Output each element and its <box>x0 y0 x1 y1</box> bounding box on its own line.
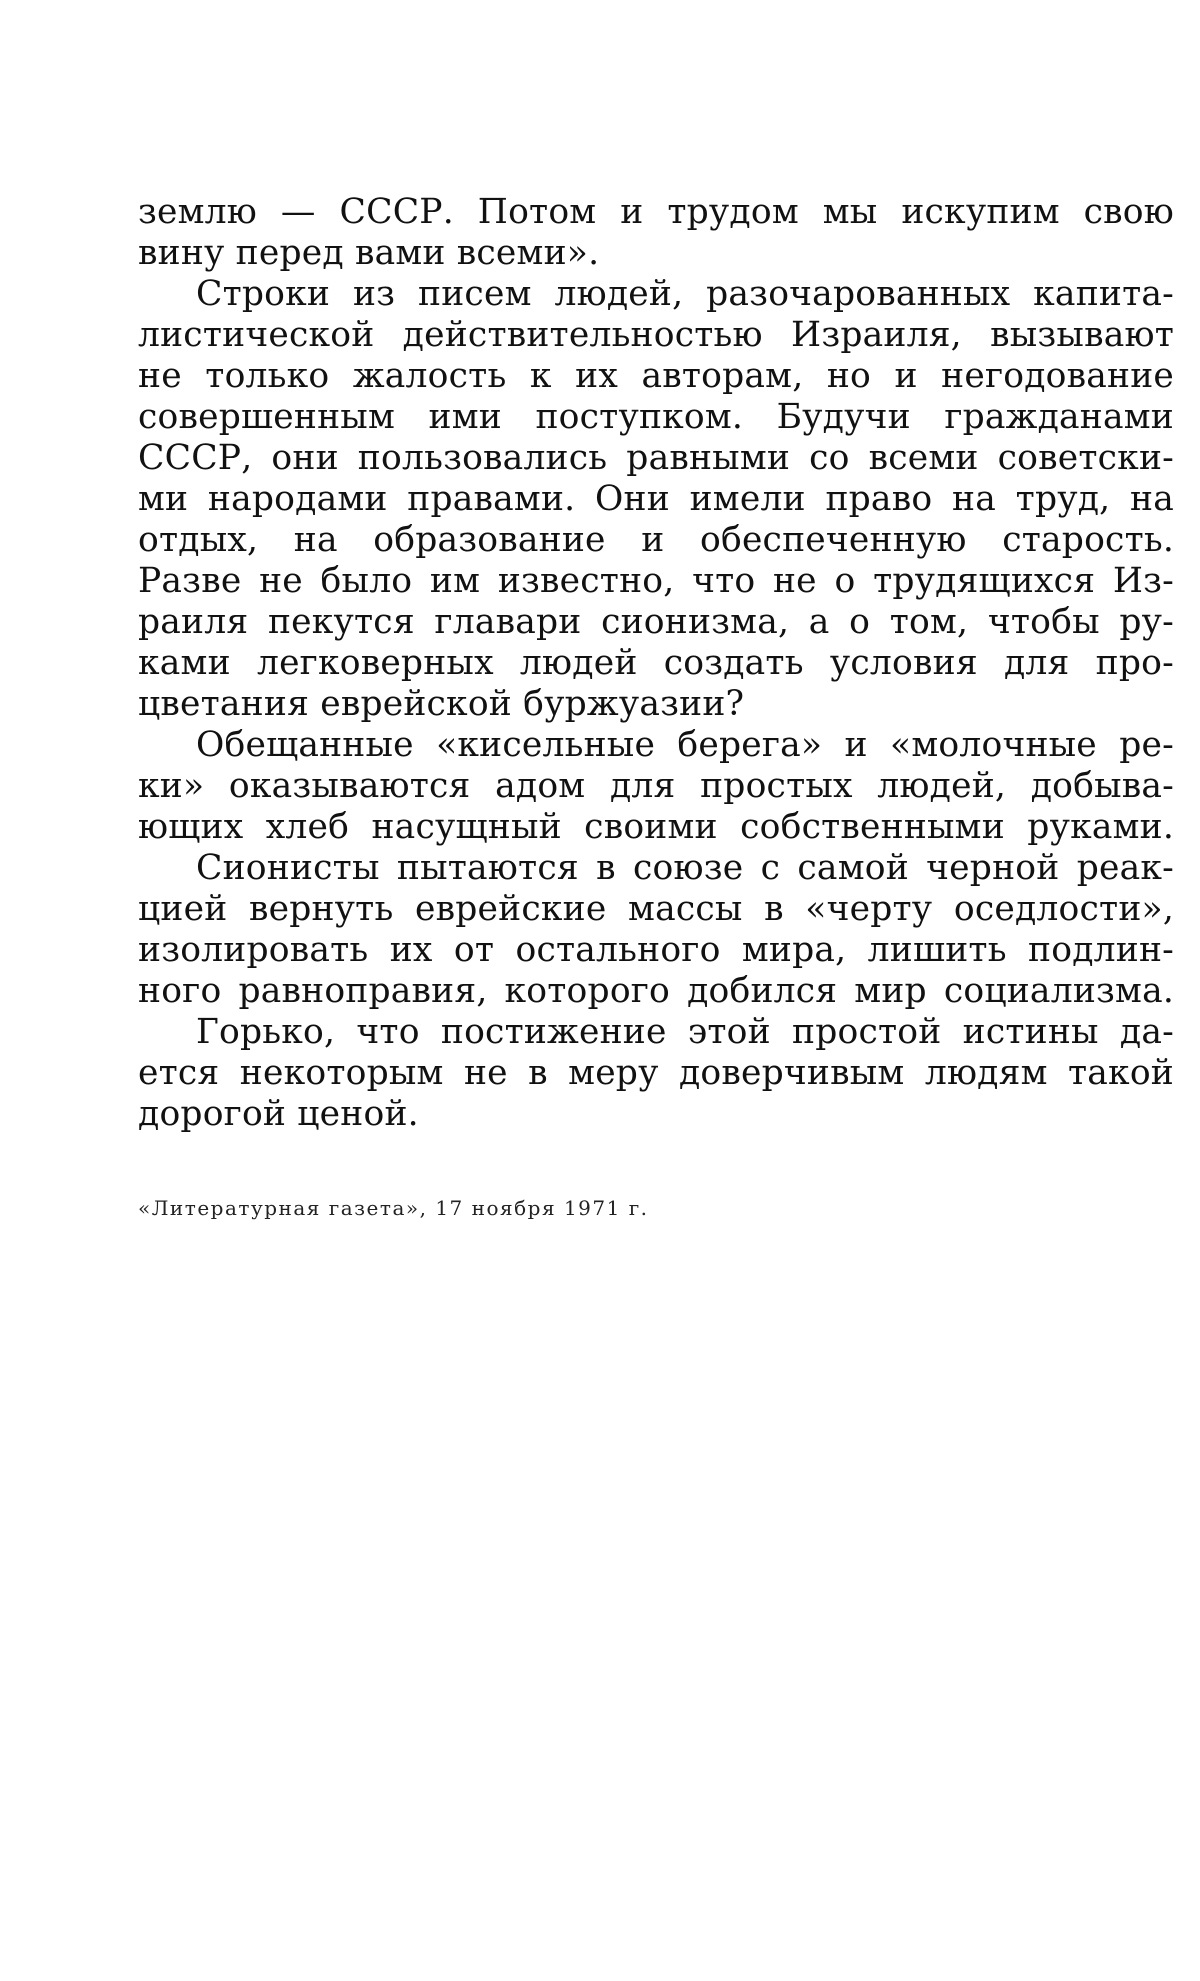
text-line: ется некоторым не в меру доверчивым людям такой <box>138 1053 1174 1093</box>
text-line: не только жалость к их авторам, но и негодование <box>138 356 1174 396</box>
text-line: ми народами правами. Они имели право на труд, на <box>138 479 1174 519</box>
text-line: ного равноправия, которого добился мир социализма. <box>138 971 1174 1011</box>
text-line: Горько, что постижение этой простой истины да- <box>196 1012 1174 1052</box>
text-line: ками легковерных людей создать условия для про- <box>138 643 1174 683</box>
text-line: отдых, на образование и обеспеченную старость. <box>138 520 1174 560</box>
text-line: Строки из писем людей, разочарованных капита- <box>196 274 1174 314</box>
text-line: изолировать их от остального мира, лишить подлин- <box>138 930 1174 970</box>
text-line: Сионисты пытаются в союзе с самой черной реак- <box>196 848 1174 888</box>
text-line: землю — СССР. Потом и трудом мы искупим свою <box>138 192 1174 232</box>
paragraph-4 <box>138 848 1174 1012</box>
text-line: Обещанные «кисельные берега» и «молочные ре- <box>196 725 1174 765</box>
text-line: СССР, они пользовались равными со всеми советски- <box>138 438 1174 478</box>
article-body <box>138 192 1174 1135</box>
text-line: листической действительностью Израиля, вызывают <box>138 315 1174 355</box>
text-line: цией вернуть еврейские массы в «черту оседлости», <box>138 889 1174 929</box>
paragraph-3 <box>138 725 1174 848</box>
text-line: дорогой ценой. <box>138 1094 419 1134</box>
text-line: вину перед вами всеми». <box>138 233 600 273</box>
paragraph-5 <box>138 1012 1174 1135</box>
text-line: ки» оказываются адом для простых людей, добыва- <box>138 766 1174 806</box>
text-line: совершенным ими поступком. Будучи гражданами <box>138 397 1174 437</box>
paragraph-2 <box>138 274 1174 725</box>
paragraph-1 <box>138 192 1174 274</box>
source-citation: «Литературная газета», 17 ноября 1971 г. <box>138 1196 649 1220</box>
text-line: ющих хлеб насущный своими собственными руками. <box>138 807 1174 847</box>
text-line: цветания еврейской буржуазии? <box>138 684 745 724</box>
text-line: Разве не было им известно, что не о трудящихся Из- <box>138 561 1174 601</box>
text-line: раиля пекутся главари сионизма, а о том, чтобы ру- <box>138 602 1174 642</box>
